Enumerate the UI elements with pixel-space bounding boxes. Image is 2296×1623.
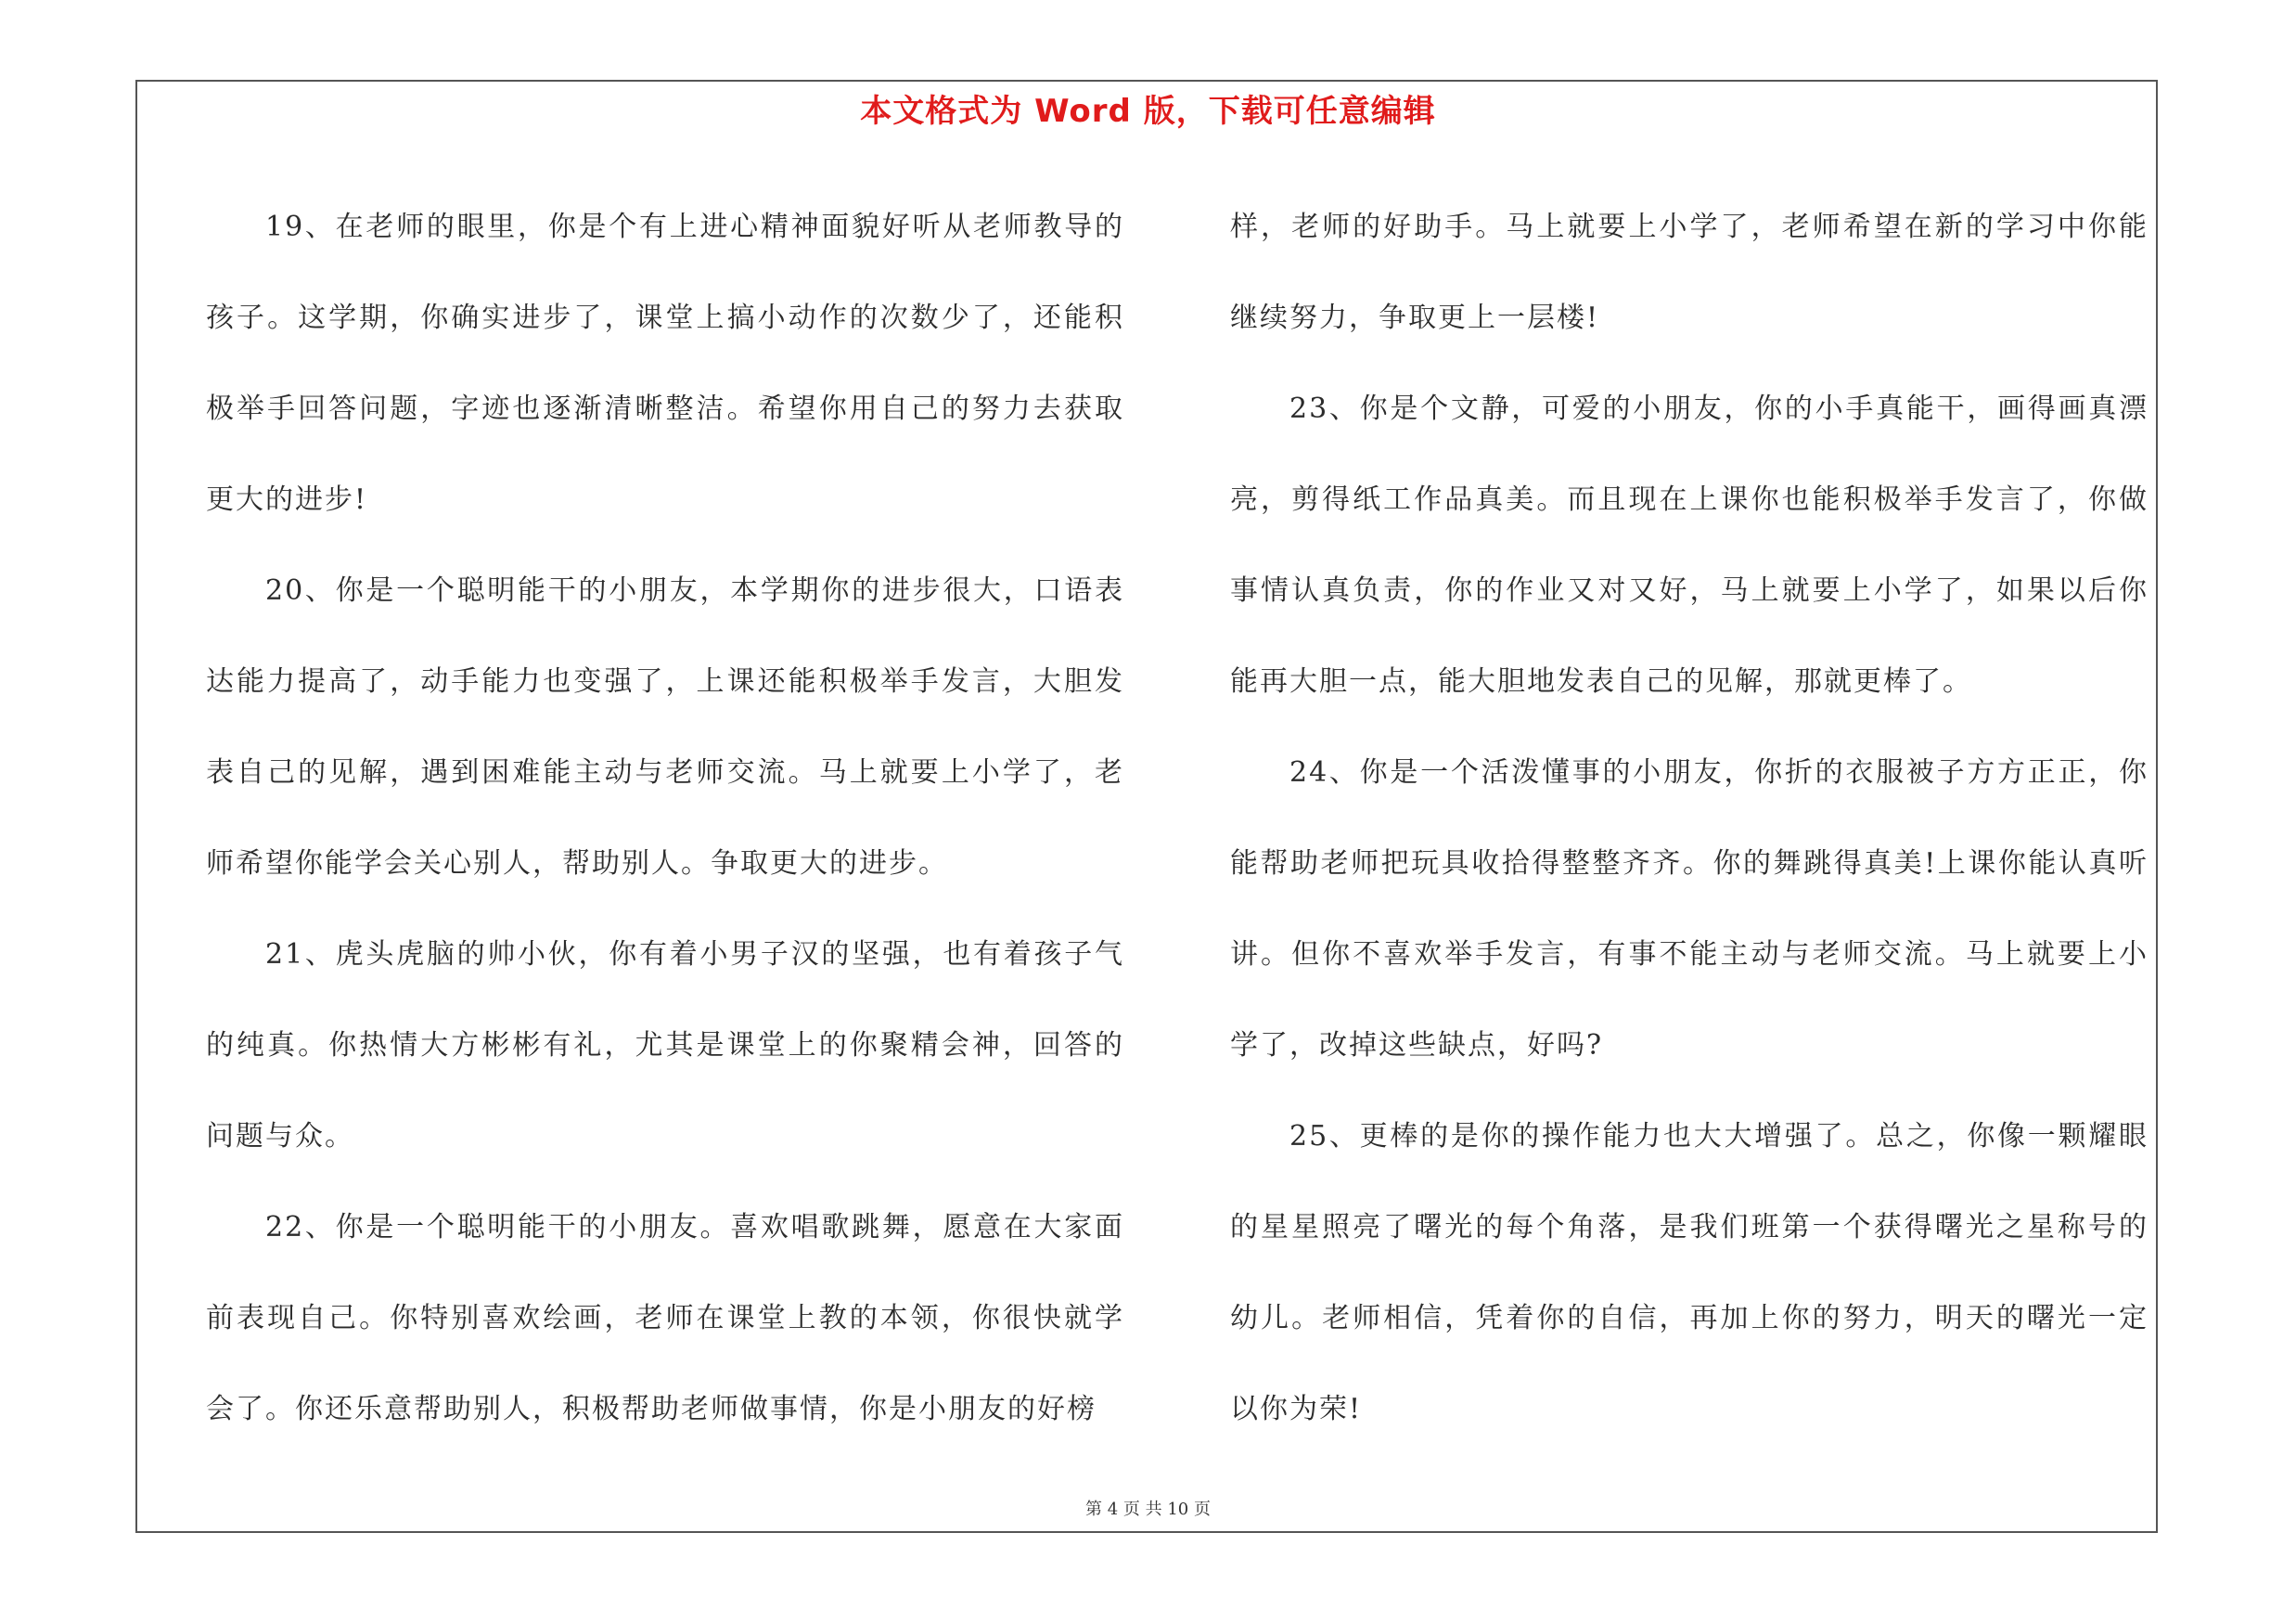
paragraph-25: 25、更棒的是你的操作能力也大大增强了。总之，你像一颗耀眼的星星照亮了曙光的每个角落，是我们班第一个获得曙光之星称号的幼儿。老师相信，凭着你的自信，再加上你的努力，明天的曙光一定以你为荣! xyxy=(1230,1120,2148,1425)
paragraph-22: 22、你是一个聪明能干的小朋友。喜欢唱歌跳舞，愿意在大家面前表现自己。你特别喜欢绘画，老师在课堂上教的本领，你很快就学会了。你还乐意帮助别人，积极帮助老师做事情，你是小朋友的好榜 xyxy=(206,1211,1124,1425)
paragraph-22-continued: 样，老师的好助手。马上就要上小学了，老师希望在新的学习中你能继续努力，争取更上一层楼! xyxy=(1230,211,2148,334)
format-banner: 本文格式为 Word 版，下载可任意编辑 xyxy=(860,93,1436,130)
right-column xyxy=(1230,182,2148,1455)
paragraph-19: 19、在老师的眼里，你是个有上进心精神面貌好听从老师教导的孩子。这学期，你确实进步了，课堂上搞小动作的次数少了，还能积极举手回答问题，字迹也逐渐清晰整洁。希望你用自己的努力去获取更大的进步! xyxy=(206,211,1124,516)
paragraph-20: 20、你是一个聪明能干的小朋友，本学期你的进步很大，口语表达能力提高了，动手能力也变强了，上课还能积极举手发言，大胆发表自己的见解，遇到困难能主动与老师交流。马上就要上小学了，老师希望你能学会关心别人，帮助别人。争取更大的进步。 xyxy=(206,574,1124,880)
page-number: 第 4 页 共 10 页 xyxy=(1085,1500,1211,1519)
paragraph-21: 21、虎头虎脑的帅小伙，你有着小男子汉的坚强，也有着孩子气的纯真。你热情大方彬彬有礼，尤其是课堂上的你聚精会神，回答的问题与众。 xyxy=(206,938,1124,1153)
left-column xyxy=(206,182,1124,1455)
paragraph-23: 23、你是个文静，可爱的小朋友，你的小手真能干，画得画真漂亮，剪得纸工作品真美。而且现在上课你也能积极举手发言了，你做事情认真负责，你的作业又对又好，马上就要上小学了，如果以后你能再大胆一点，能大胆地发表自己的见解，那就更棒了。 xyxy=(1230,393,2148,698)
paragraph-24: 24、你是一个活泼懂事的小朋友，你折的衣服被子方方正正，你能帮助老师把玩具收拾得整整齐齐。你的舞跳得真美!上课你能认真听讲。但你不喜欢举手发言，有事不能主动与老师交流。马上就要上小学了，改掉这些缺点，好吗? xyxy=(1230,756,2148,1062)
